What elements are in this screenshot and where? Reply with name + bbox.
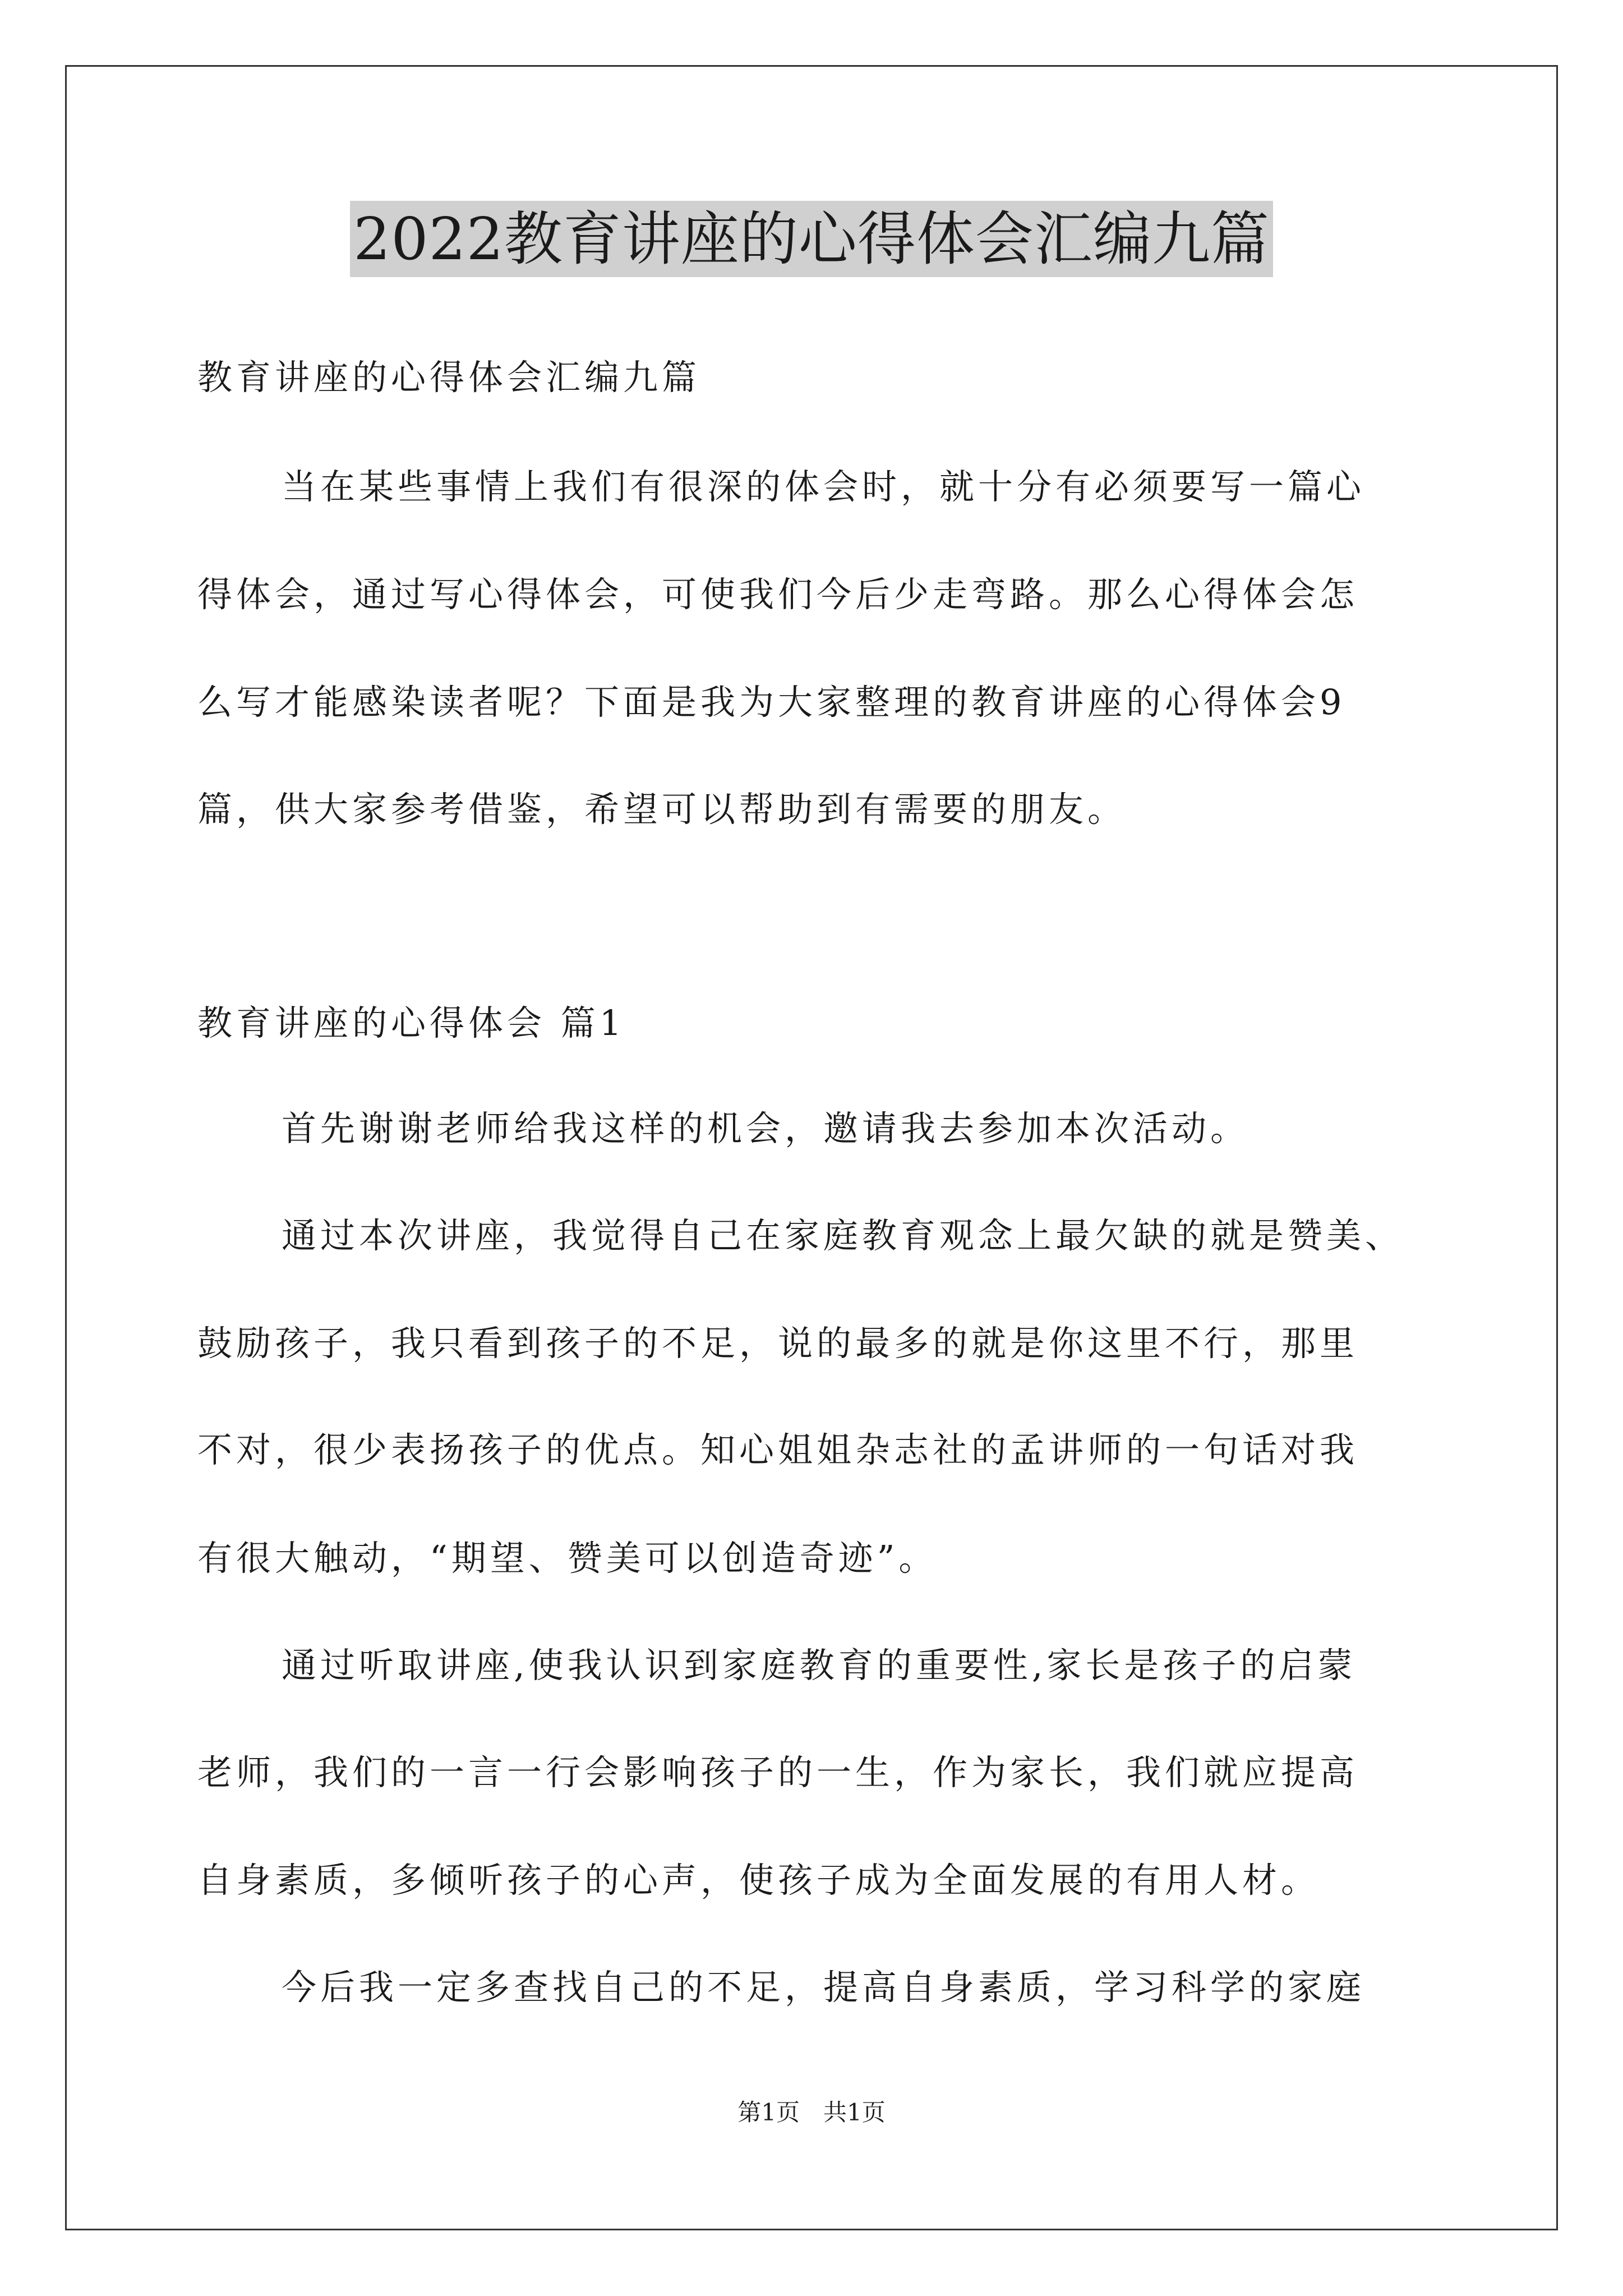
title-container [0, 201, 1623, 277]
section-line-8: 自身素质，多倾听孩子的心声，使孩子成为全面发展的有用人材。 [197, 1860, 1320, 1901]
section-line-5: 有很大触动，“期望、赞美可以创造奇迹”。 [197, 1538, 938, 1579]
section-line-2: 通过本次讲座，我觉得自己在家庭教育观念上最欠缺的就是赞美、 [282, 1215, 1404, 1256]
section-heading: 教育讲座的心得体会 篇1 [197, 1002, 626, 1043]
document-subtitle: 教育讲座的心得体会汇编九篇 [197, 357, 701, 398]
intro-line-2: 得体会，通过写心得体会，可使我们今后少走弯路。那么心得体会怎 [197, 574, 1359, 615]
section-line-9: 今后我一定多查找自己的不足，提高自身素质，学习科学的家庭 [282, 1967, 1366, 2008]
section-line-7: 老师，我们的一言一行会影响孩子的一生，作为家长，我们就应提高 [197, 1752, 1359, 1793]
section-line-1: 首先谢谢老师给我这样的机会，邀请我去参加本次活动。 [282, 1108, 1249, 1149]
section-line-6: 通过听取讲座,使我认识到家庭教育的重要性,家长是孩子的启蒙 [282, 1645, 1357, 1686]
intro-line-3: 么写才能感染读者呢？下面是我为大家整理的教育讲座的心得体会9 [197, 682, 1346, 723]
section-line-3: 鼓励孩子，我只看到孩子的不足，说的最多的就是你这里不行，那里 [197, 1323, 1359, 1364]
intro-line-1: 当在某些事情上我们有很深的体会时，就十分有必须要写一篇心 [282, 466, 1366, 507]
section-line-4: 不对，很少表扬孩子的优点。知心姐姐杂志社的孟讲师的一句话对我 [197, 1429, 1359, 1470]
page-footer: 第1页 共1页 [737, 2099, 886, 2126]
document-title: 2022教育讲座的心得体会汇编九篇 [350, 201, 1273, 277]
intro-line-4: 篇，供大家参考借鉴，希望可以帮助到有需要的朋友。 [197, 789, 1127, 830]
